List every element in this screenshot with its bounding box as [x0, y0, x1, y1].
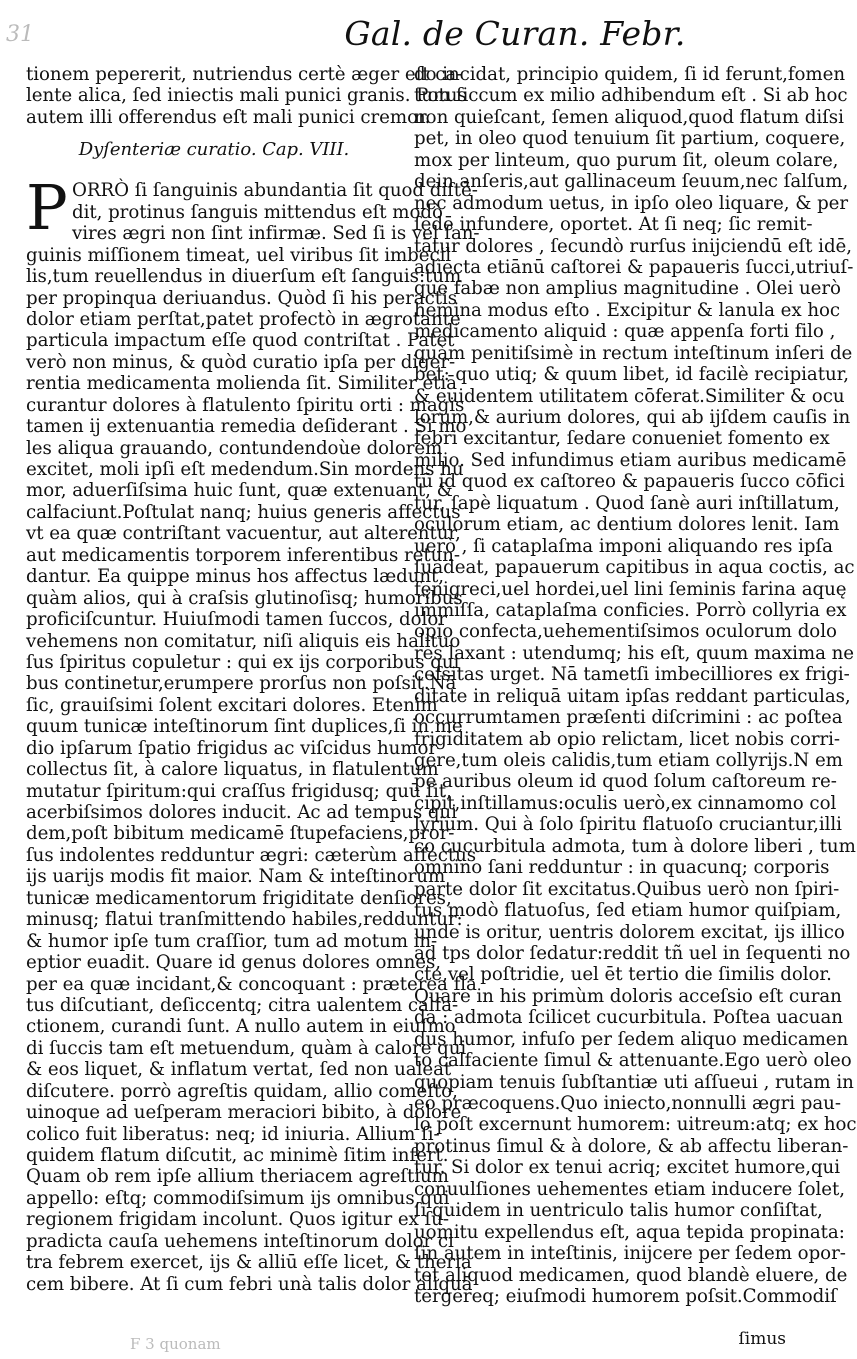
text-line: ſuadeat, papauerum capitibus in aqua coctis, ac: [414, 557, 855, 579]
text-line: co cucurbitula admota, tum à dolore liberi , tum: [414, 835, 856, 857]
text-line: ſic, grauiſsimi ſolent excitari dolores. Etenim: [26, 694, 438, 716]
text-line: pradicta cauſa uehemens inteſtinorum dolor ci: [26, 1230, 454, 1252]
text-line: mutatur ſpiritum:qui craſſus frigidusq; quū ſit,: [26, 780, 452, 802]
text-line: que fabæ non amplius magnitudine . Olei uerò: [414, 278, 841, 300]
text-line: tum ſiccum ex milio adhibendum eſt . Si ab hoc: [414, 85, 848, 107]
text-line: calfaciunt.Poſtulat nanq; huius generis affectus: [26, 501, 461, 523]
drop-cap-paragraph: [26, 171, 480, 245]
text-line: dantur. Ea quippe minus hos affectus lædunt,: [26, 566, 445, 588]
text-line: quum tunicæ inteſtinorum ſint duplices,ſi in me: [26, 716, 463, 738]
text-line: cte,vel poſtridie, uel ēt tertio die ſimilis dolor.: [414, 964, 832, 986]
text-line: adiecta etiānū caſtorei & papaueris ſucci,utriuſ-: [414, 256, 854, 278]
text-line: uerò , ſi cataplaſma imponi aliquando res ipſa: [414, 535, 833, 557]
text-line: quàm alios, qui à craſsis glutinoſisq; humoribus: [26, 587, 463, 609]
text-line: tionem pepererit, nutriendus certè æger eſt ca-: [26, 64, 463, 85]
text-line: tus diſcutiant, deſiccentq; citra ualentem calfa-: [26, 994, 459, 1016]
text-line: dio ipſarum ſpatio frigidus ac viſcidus humor: [26, 737, 438, 759]
text-line: di ſuccis tam eſt metuendum, quàm à calore qui: [26, 1037, 467, 1059]
text-line: eptior euadit. Quare id genus dolores omnes,: [26, 952, 442, 974]
text-line: Quam ob rem ipſe allium theriacem agreſtium: [26, 1166, 449, 1188]
chapter-title: Dyſenteriæ curatio. Cap. VIII.: [78, 139, 350, 161]
text-line: da : admota ſcilicet cucurbitula. Poſtea uacuan: [414, 1007, 843, 1029]
text-line: guinis miſſionem timeat, uel viribus ſit imbecil: [26, 244, 452, 266]
text-line: tamen ij extenuantia remedia deſiderant . Si mo: [26, 416, 467, 438]
text-line: vt ea quæ contriſtant vacuentur, aut alterentur,: [26, 523, 461, 545]
text-line: ad tps dolor ſedatur:reddit tñ uel in ſequenti no: [414, 942, 851, 964]
text-line: res laxant : utendumq; his eſt, quum maxima ne: [414, 642, 855, 664]
text-line: tunicæ medicamentorum frigiditate denſiores,: [26, 887, 452, 909]
text-line: nec admodum uetus, in ipſo oleo liquare, & per: [414, 192, 849, 214]
text-line: lyrium. Qui à ſolo ſpiritu flatuoſo cruciantur,illi: [414, 814, 842, 836]
text-line: ſin autem in inteſtinis, inijcere per ſedem opor-: [414, 1243, 846, 1265]
text-line: diſcutere. porrò agreſtis quidam, allio comeſto,: [26, 1080, 458, 1102]
running-head: Gal. de Curan. Febr.: [344, 14, 686, 53]
margin-page-mark: 31: [6, 22, 34, 47]
text-line: febri excitantur, ſedare conueniet fomento ex: [414, 428, 830, 450]
text-line: immiſſa, cataplaſma conficies. Porrò collyria ex: [414, 599, 847, 621]
text-line: appello: eſtq; commodiſsimum ijs omnibus,qui: [26, 1187, 450, 1209]
text-line: conuulſiones uehementes etiam inducere ſolet,: [414, 1178, 845, 1200]
text-line: lo poſt excernunt humorem: uitreum:atq; ex hoc: [414, 1114, 857, 1136]
text-line: ijs uarijs modis fit maior. Nam & inteſtinorum: [26, 866, 446, 888]
text-line: ſus indolentes redduntur ægri: cæterùm affectus: [26, 844, 477, 866]
text-line: lis,tum reuellendus in diuerſum eſt ſanguis:tum: [26, 266, 462, 288]
text-line: eo præcoquens.Quo iniecto,nonnulli ægri pau-: [414, 1093, 841, 1114]
text-line: pet, in oleo quod tenuium ſit partium, coquere,: [414, 128, 846, 150]
text-line: uinoque ad ueſperam meraciori bibito, à dolore: [26, 1102, 462, 1124]
text-line: quopiam tenuis ſubſtantiæ uti aſſueui , rutam in: [414, 1071, 854, 1093]
text-line: parte dolor ſit excitatus.Quibus uerò non ſpiri-: [414, 878, 840, 900]
text-line: fęnigreci,uel hordei,uel lini ſeminis farina aquę: [414, 578, 847, 600]
text-line: lente alica, ſed iniectis mali punici granis. Potus: [26, 85, 467, 107]
text-line: protinus ſimul & à dolore, & ab affectu liberan-: [414, 1135, 849, 1157]
text-line: aut medicamentis torporem inferentibus retun-: [26, 544, 461, 566]
text-line: mor, aduerſiſsima huic ſunt, quæ extenuant, &: [26, 480, 453, 502]
text-line: dolor etiam perſtat,patet profectò in ægrotante: [26, 308, 461, 330]
text-line: tū id quod ex caſtoreo & papaueris ſucco cōfici: [414, 471, 845, 493]
text-line: excitet, moli ipſi eſt medendum.Sin mordens hu: [26, 459, 464, 480]
text-line: & euidentem utilitatem cōferat.Similiter & ocu: [414, 385, 845, 407]
text-line: mox per linteum, quo purum ſit, oleum colare,: [414, 149, 839, 171]
text-line: ORRÒ ſi ſanguinis abundantia ſit quod diſtē-: [72, 180, 478, 202]
text-line: dein anſeris,aut gallinaceum ſeuum,nec ſalſum,: [414, 171, 849, 193]
drop-cap: P: [26, 171, 68, 245]
right-body-text: [414, 64, 857, 1307]
text-line: vehemens non comitatur, niſi aliquis eis halituo: [26, 630, 461, 652]
text-line: les aliqua grauando, contundendoùe dolorem: [26, 437, 443, 459]
text-line: per ea quæ incidant,& concoquant : præterea fla: [26, 973, 477, 995]
text-line: tergereq; eiuſmodi humorem poſsit.Commodiſ: [414, 1285, 837, 1307]
text-line: gere,tum oleis calidis,tum etiam collyrijs.N em: [414, 750, 843, 771]
text-line: & eos liquet, & inflatum vertat, ſed non ualeat: [26, 1059, 452, 1081]
right-column: [414, 64, 857, 1307]
text-line: bet: quo utiq; & quum libet, id facilè recipiatur,: [414, 364, 850, 386]
text-line: particula impactum eſſe quod contriſtat . Patet: [26, 330, 455, 352]
text-line: oculorum etiam, ac dentium dolores lenit. Iam: [414, 514, 840, 536]
text-line: collectus ſit, à calore liquatus, in flatulentum: [26, 759, 439, 781]
text-line: Quare in his primùm doloris acceſsio eſt curan: [414, 985, 842, 1007]
left-intro-block: [26, 64, 467, 128]
text-line: unde is oritur, uentris dolorem excitat, ijs illico: [414, 921, 845, 943]
text-line: lorum,& aurium dolores, qui ab ijſdem cauſis in: [414, 407, 851, 428]
text-line: ſi quidem in uentriculo talis humor conſiſtat,: [414, 1200, 823, 1222]
text-line: omnino ſani redduntur : in quacunq; corporis: [414, 857, 830, 879]
text-line: cipit,inſtillamus:oculis uerò,ex cinnamomo col: [414, 792, 837, 814]
text-line: tur. Si dolor ex tenui acriq; excitet humore,qui: [414, 1157, 840, 1179]
text-line: to calfaciente ſimul & attenuante.Ego uerò oleo: [414, 1050, 852, 1072]
text-line: pe auribus oleum id quod ſolum caſtoreum re-: [414, 771, 837, 793]
text-line: cem bibere. At ſi cum febri unà talis dolor aliquā: [26, 1273, 473, 1295]
text-line: tra febrem exercet, ijs & alliū eſſe licet, & theria: [26, 1252, 472, 1274]
text-line: tur, ſapè liquatum . Quod ſanè auri inſtillatum,: [414, 492, 840, 514]
text-line: medicamento aliquid : quæ appenſa forti filo ,: [414, 321, 836, 343]
text-line: occurrumtamen præſenti diſcrimini : ac poſtea: [414, 707, 843, 729]
text-line: dit, protinus ſanguis mittendus eſt modò: [72, 201, 443, 223]
left-body-text: [26, 244, 477, 1295]
text-line: frigiditatem ab opio relictam, licet nobis corri-: [414, 728, 841, 750]
catchword: ſimus: [738, 1329, 786, 1349]
text-line: ditate in reliquā uitam ipſas reddant particulas,: [414, 685, 851, 707]
text-line: do incidat, principio quidem, ſi id ferunt,fomen: [414, 64, 845, 85]
left-column: [26, 64, 480, 1295]
text-line: proficiſcuntur. Huiuſmodi tamen ſuccos, dolor: [26, 609, 447, 631]
text-line: tātur dolores , ſecundò rurſus inijciendū eſt idē,: [414, 235, 852, 257]
text-line: dus humor, infuſo per ſedem aliquo medicamen: [414, 1028, 849, 1050]
text-line: uomitu expellendus eſt, aqua tepida propinata:: [414, 1221, 845, 1243]
text-line: tet aliquod medicamen, quod blandè eluere, de: [414, 1264, 848, 1286]
text-line: rentia medicamenta molienda ſit. Similiter etiā: [26, 373, 457, 395]
text-line: acerbiſsimos dolores inducit. Ac ad tempus qui: [26, 802, 457, 823]
text-line: ceſsitas urget. Nā tametſi imbecilliores ex frigi-: [414, 664, 850, 686]
text-line: quàm penitiſsimè in rectum inteſtinum inſeri de: [414, 342, 853, 364]
text-line: bus continetur,erumpere prorſus non poſsit.Nā: [26, 673, 457, 695]
text-line: dem,poſt bibitum medicamē ſtupefaciens,pror-: [26, 823, 455, 845]
text-line: verò non minus, & quòd curatio ipſa per diger-: [26, 351, 456, 373]
text-line: minusq; flatui tranſmittendo habiles,redduntur:: [26, 909, 463, 931]
bottom-signature-faint: F 3 quonam: [130, 1335, 221, 1353]
text-line: ctionem, curandi ſunt. A nullo autem in eiuſmo: [26, 1016, 456, 1038]
text-line: autem illi offerendus eſt mali punici cremor.: [26, 106, 431, 128]
drop-cap-indented-lines: [26, 171, 480, 245]
text-line: curantur dolores à flatulento ſpiritu orti : magis: [26, 394, 465, 416]
text-line: regionem frigidam incolunt. Quos igitur ex ſu-: [26, 1209, 449, 1231]
text-line: tus modò flatuoſus, ſed etiam humor quiſpiam,: [414, 900, 842, 922]
text-line: non quieſcant, ſemen aliquod,quod flatum diſsi: [414, 106, 844, 128]
text-line: opio confecta,uehementiſsimos oculorum dolo: [414, 621, 837, 643]
text-line: milio. Sed infundimus etiam auribus medicamē: [414, 449, 847, 471]
text-line: hemina modus eſto . Excipitur & lanula ex hoc: [414, 299, 841, 321]
text-line: colico fuit liberatus: neq; id iniuria. Allium ſi-: [26, 1123, 440, 1145]
text-line: per propinqua deriuandus. Quòd ſi his peractis: [26, 287, 458, 309]
text-line: ſus ſpiritus copuletur : qui ex ijs corporibus qui: [26, 651, 460, 673]
text-line: ſedē infundere, oportet. At ſi neq; ſic remit-: [414, 214, 813, 236]
text-line: quidem flatum diſcutit, ac minimè ſitim infert.: [26, 1145, 449, 1166]
text-line: & humor ipſe tum craſſior, tum ad motum in-: [26, 930, 438, 952]
text-line: vires ægri non ſint infirmæ. Sed ſi is vel ſan-: [72, 223, 480, 245]
